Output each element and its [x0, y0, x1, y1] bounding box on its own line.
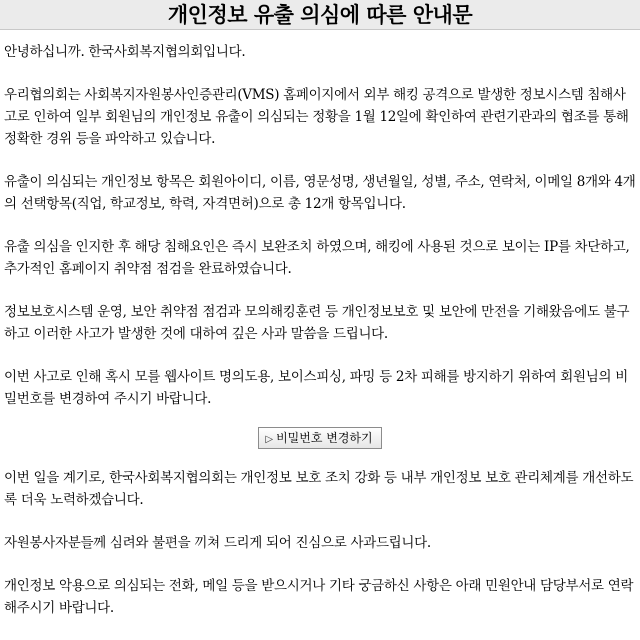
- paragraph-greeting: 안녕하십니까. 한국사회복지협의회입니다.: [4, 44, 246, 60]
- paragraph-improvement: 이번 일을 계기로, 한국사회복지협의회는 개인정보 보호 조치 강화 등 내부 개인정보 보호 관리체계를 개선하도록 더욱 노력하겠습니다.: [4, 470, 634, 508]
- title-bar: [0, 0, 640, 30]
- change-password-button[interactable]: [258, 427, 381, 449]
- button-row: [4, 427, 636, 449]
- paragraph-leaked-items: 유출이 의심되는 개인정보 항목은 회원아이디, 이름, 영문성명, 생년월일, 성별, 주소, 연락처, 이메일 8개와 4개의 선택항목(직업, 학교정보, 학력, 자격면허)으로 총 12개 항목입니다.: [4, 174, 636, 212]
- paragraph-password-request: 이번 사고로 인해 혹시 모를 웹사이트 명의도용, 보이스피싱, 파밍 등 2차 피해를 방지하기 위하여 회원님의 비밀번호를 변경하여 주시기 바랍니다.: [4, 369, 629, 407]
- notice-content: [0, 41, 640, 640]
- paragraph-response: 유출 의심을 인지한 후 해당 침해요인은 즉시 보완조치 하였으며, 해킹에 사용된 것으로 보이는 IP를 차단하고, 추가적인 홈페이지 취약점 점검을 완료하였습니다.: [4, 239, 630, 277]
- paragraph-sorry: 자원봉사자분들께 심려와 불편을 끼쳐 드리게 되어 진심으로 사과드립니다.: [4, 535, 431, 551]
- page-title: 개인정보 유출 의심에 따른 안내문: [167, 3, 473, 27]
- paragraph-contact: 개인정보 악용으로 의심되는 전화, 메일 등을 받으시거나 기타 궁금하신 사항은 아래 민원안내 담당부서로 연락해주시기 바랍니다.: [4, 578, 634, 616]
- change-password-button-label: 비밀번호 변경하기: [276, 431, 373, 445]
- play-arrow-icon: ▷: [265, 434, 274, 445]
- paragraph-incident: 우리협의회는 사회복지자원봉사인증관리(VMS) 홈페이지에서 외부 해킹 공격으로 발생한 정보시스템 침해사고로 인하여 일부 회원님의 개인정보 유출이 의심되는 정황을 1월 12일에 확인하여 관련기관과의 협조를 통해 정확한 경위 등을 파악하고 있습니다.: [4, 87, 629, 147]
- paragraph-apology: 정보보호시스템 운영, 보안 취약점 점검과 모의해킹훈련 등 개인정보보호 및 보안에 만전을 기해왔음에도 불구하고 이러한 사고가 발생한 것에 대하여 깊은 사과 말씀을 드립니다.: [4, 304, 630, 342]
